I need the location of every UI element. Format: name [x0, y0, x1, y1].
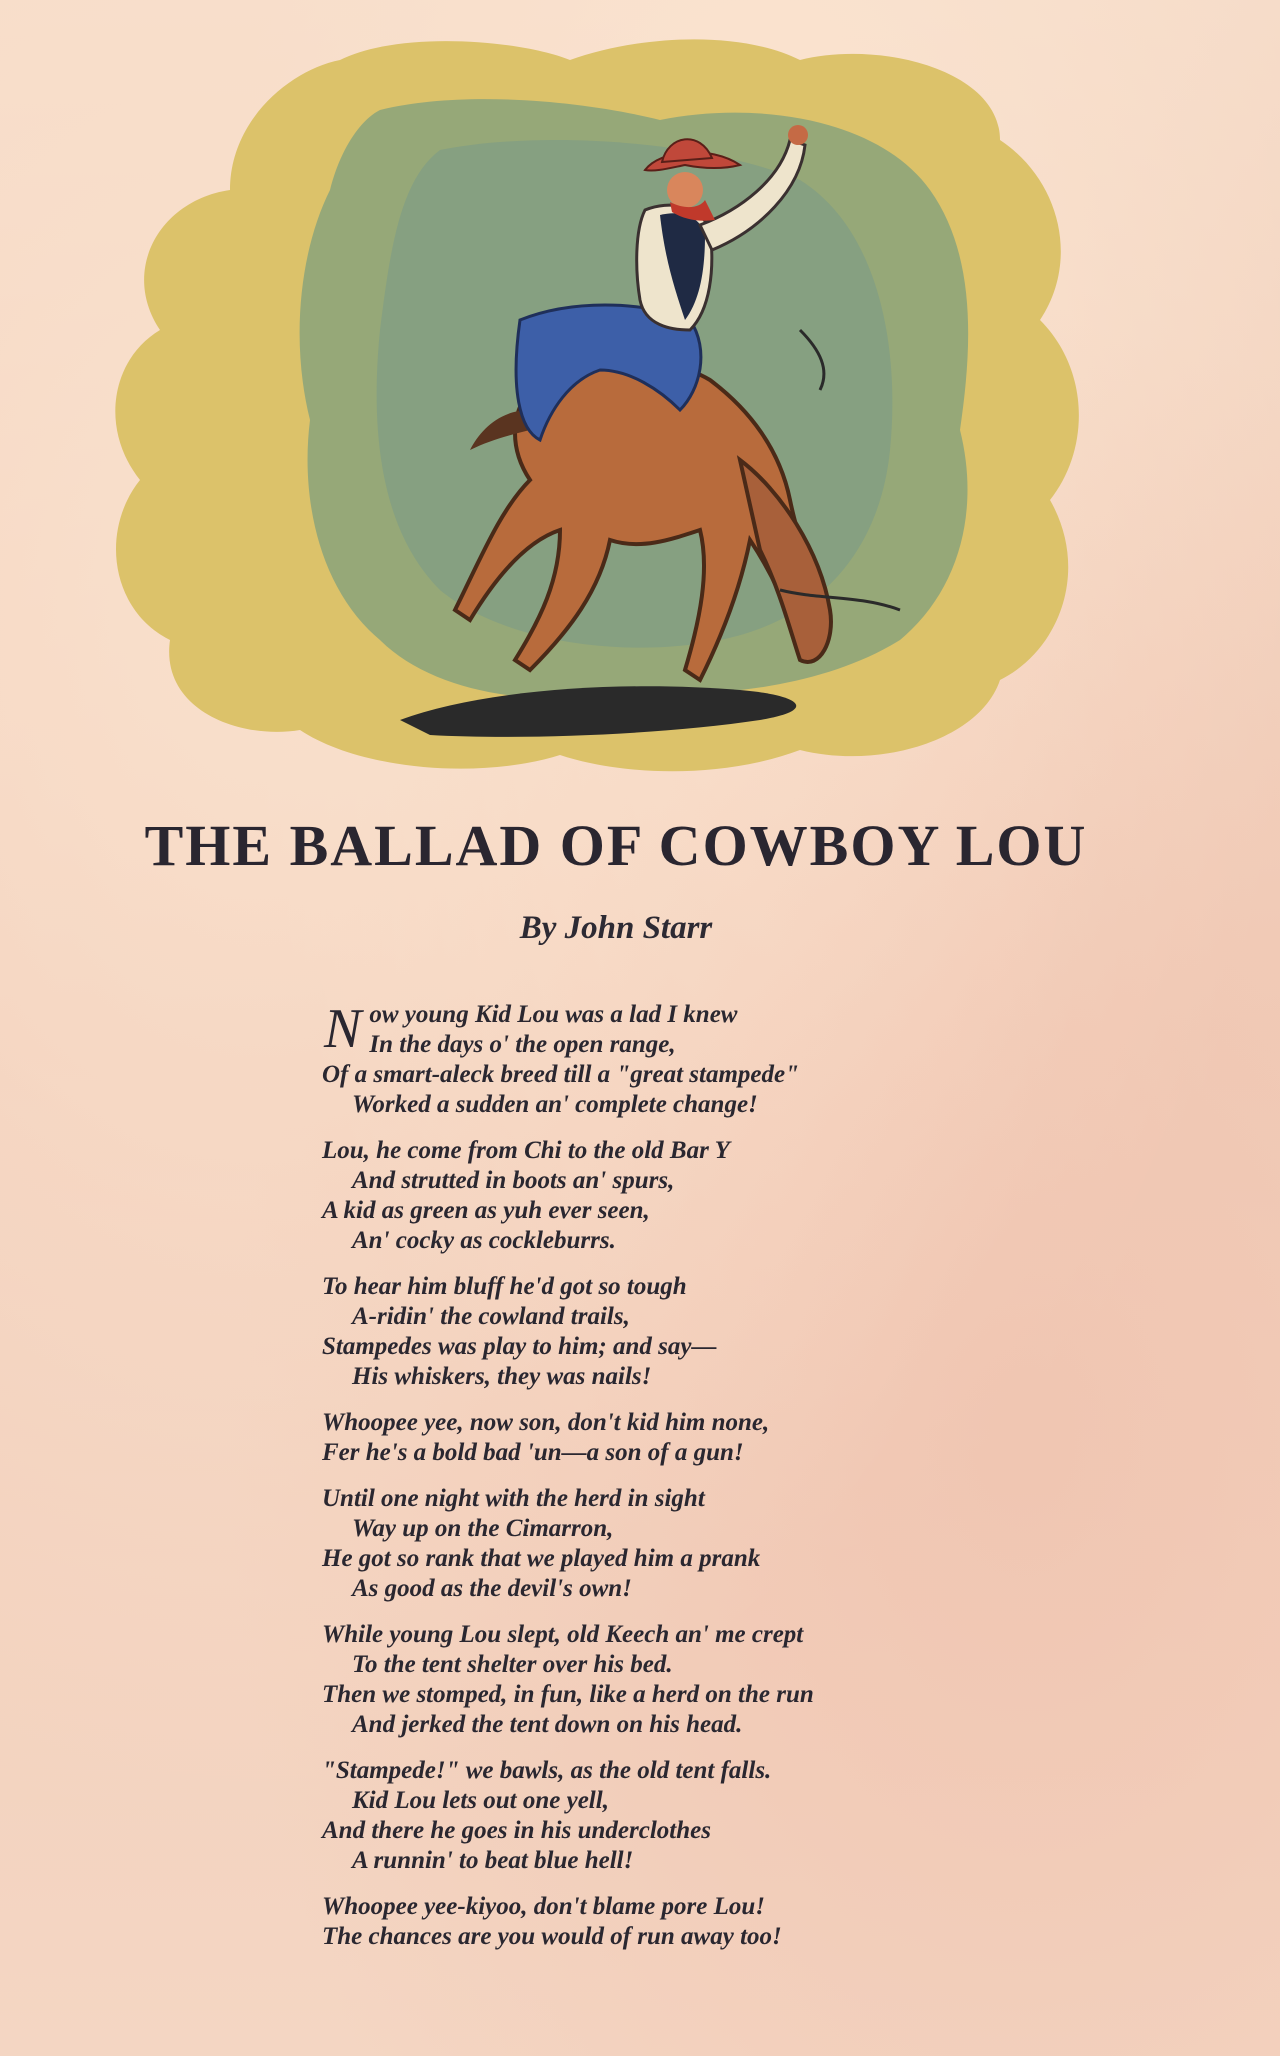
poem-line: Stampedes was play to him; and say— [322, 1333, 717, 1360]
poem-line: A-ridin' the cowland trails, [352, 1303, 630, 1330]
poem-line: Until one night with the herd in sight [322, 1485, 705, 1512]
poem-line: Of a smart-aleck breed till a "great stampede" [322, 1061, 799, 1088]
poem-line: To hear him bluff he'd got so tough [322, 1273, 687, 1300]
poem-line: In the days o' the open range, [369, 1031, 676, 1058]
chorus [322, 1892, 1042, 1952]
poem-line: Worked a sudden an' complete change! [352, 1091, 758, 1118]
poem-body [322, 1000, 1042, 1968]
poem-line: Kid Lou lets out one yell, [352, 1787, 609, 1814]
chorus [322, 1408, 1042, 1468]
stanza [322, 1136, 1042, 1256]
stanza [322, 1272, 1042, 1392]
poem-line: Then we stomped, in fun, like a herd on the run [322, 1681, 814, 1708]
poem-line: And jerked the tent down on his head. [352, 1711, 743, 1738]
poem-line: The chances are you would of run away too! [322, 1923, 782, 1950]
poem-line: Whoopee yee-kiyoo, don't blame pore Lou! [322, 1893, 765, 1920]
stanza [322, 1620, 1042, 1740]
poem-line: While young Lou slept, old Keech an' me crept [322, 1621, 804, 1648]
poem-title: THE BALLAD OF COWBOY LOU [144, 813, 1088, 878]
poem-line: A kid as green as yuh ever seen, [322, 1197, 650, 1224]
drop-cap: N [324, 998, 362, 1060]
poem-line: "Stampede!" we bawls, as the old tent falls. [322, 1757, 772, 1784]
poem-line: To the tent shelter over his bed. [352, 1651, 673, 1678]
stanza [322, 1484, 1042, 1604]
poem-line: And there he goes in his underclothes [322, 1817, 711, 1844]
cowboy-bronco-illustration [100, 30, 1140, 780]
poem-line: He got so rank that we played him a prank [322, 1545, 761, 1572]
poem-line: An' cocky as cockleburrs. [352, 1227, 616, 1254]
poem-byline: By John Starr [519, 910, 713, 946]
poem-line: Way up on the Cimarron, [352, 1515, 614, 1542]
stanza [322, 1000, 1042, 1120]
poem-line: As good as the devil's own! [352, 1575, 632, 1602]
poem-line: A runnin' to beat blue hell! [352, 1847, 634, 1874]
poem-line: ow young Kid Lou was a lad I knew [369, 1001, 738, 1028]
stanza [322, 1756, 1042, 1876]
poem-line: Fer he's a bold bad 'un—a son of a gun! [322, 1439, 744, 1466]
poem-line: And strutted in boots an' spurs, [352, 1167, 675, 1194]
poem-line: Whoopee yee, now son, don't kid him none, [322, 1409, 770, 1436]
poem-line: Lou, he come from Chi to the old Bar Y [322, 1137, 730, 1164]
poem-line: His whiskers, they was nails! [352, 1363, 652, 1390]
